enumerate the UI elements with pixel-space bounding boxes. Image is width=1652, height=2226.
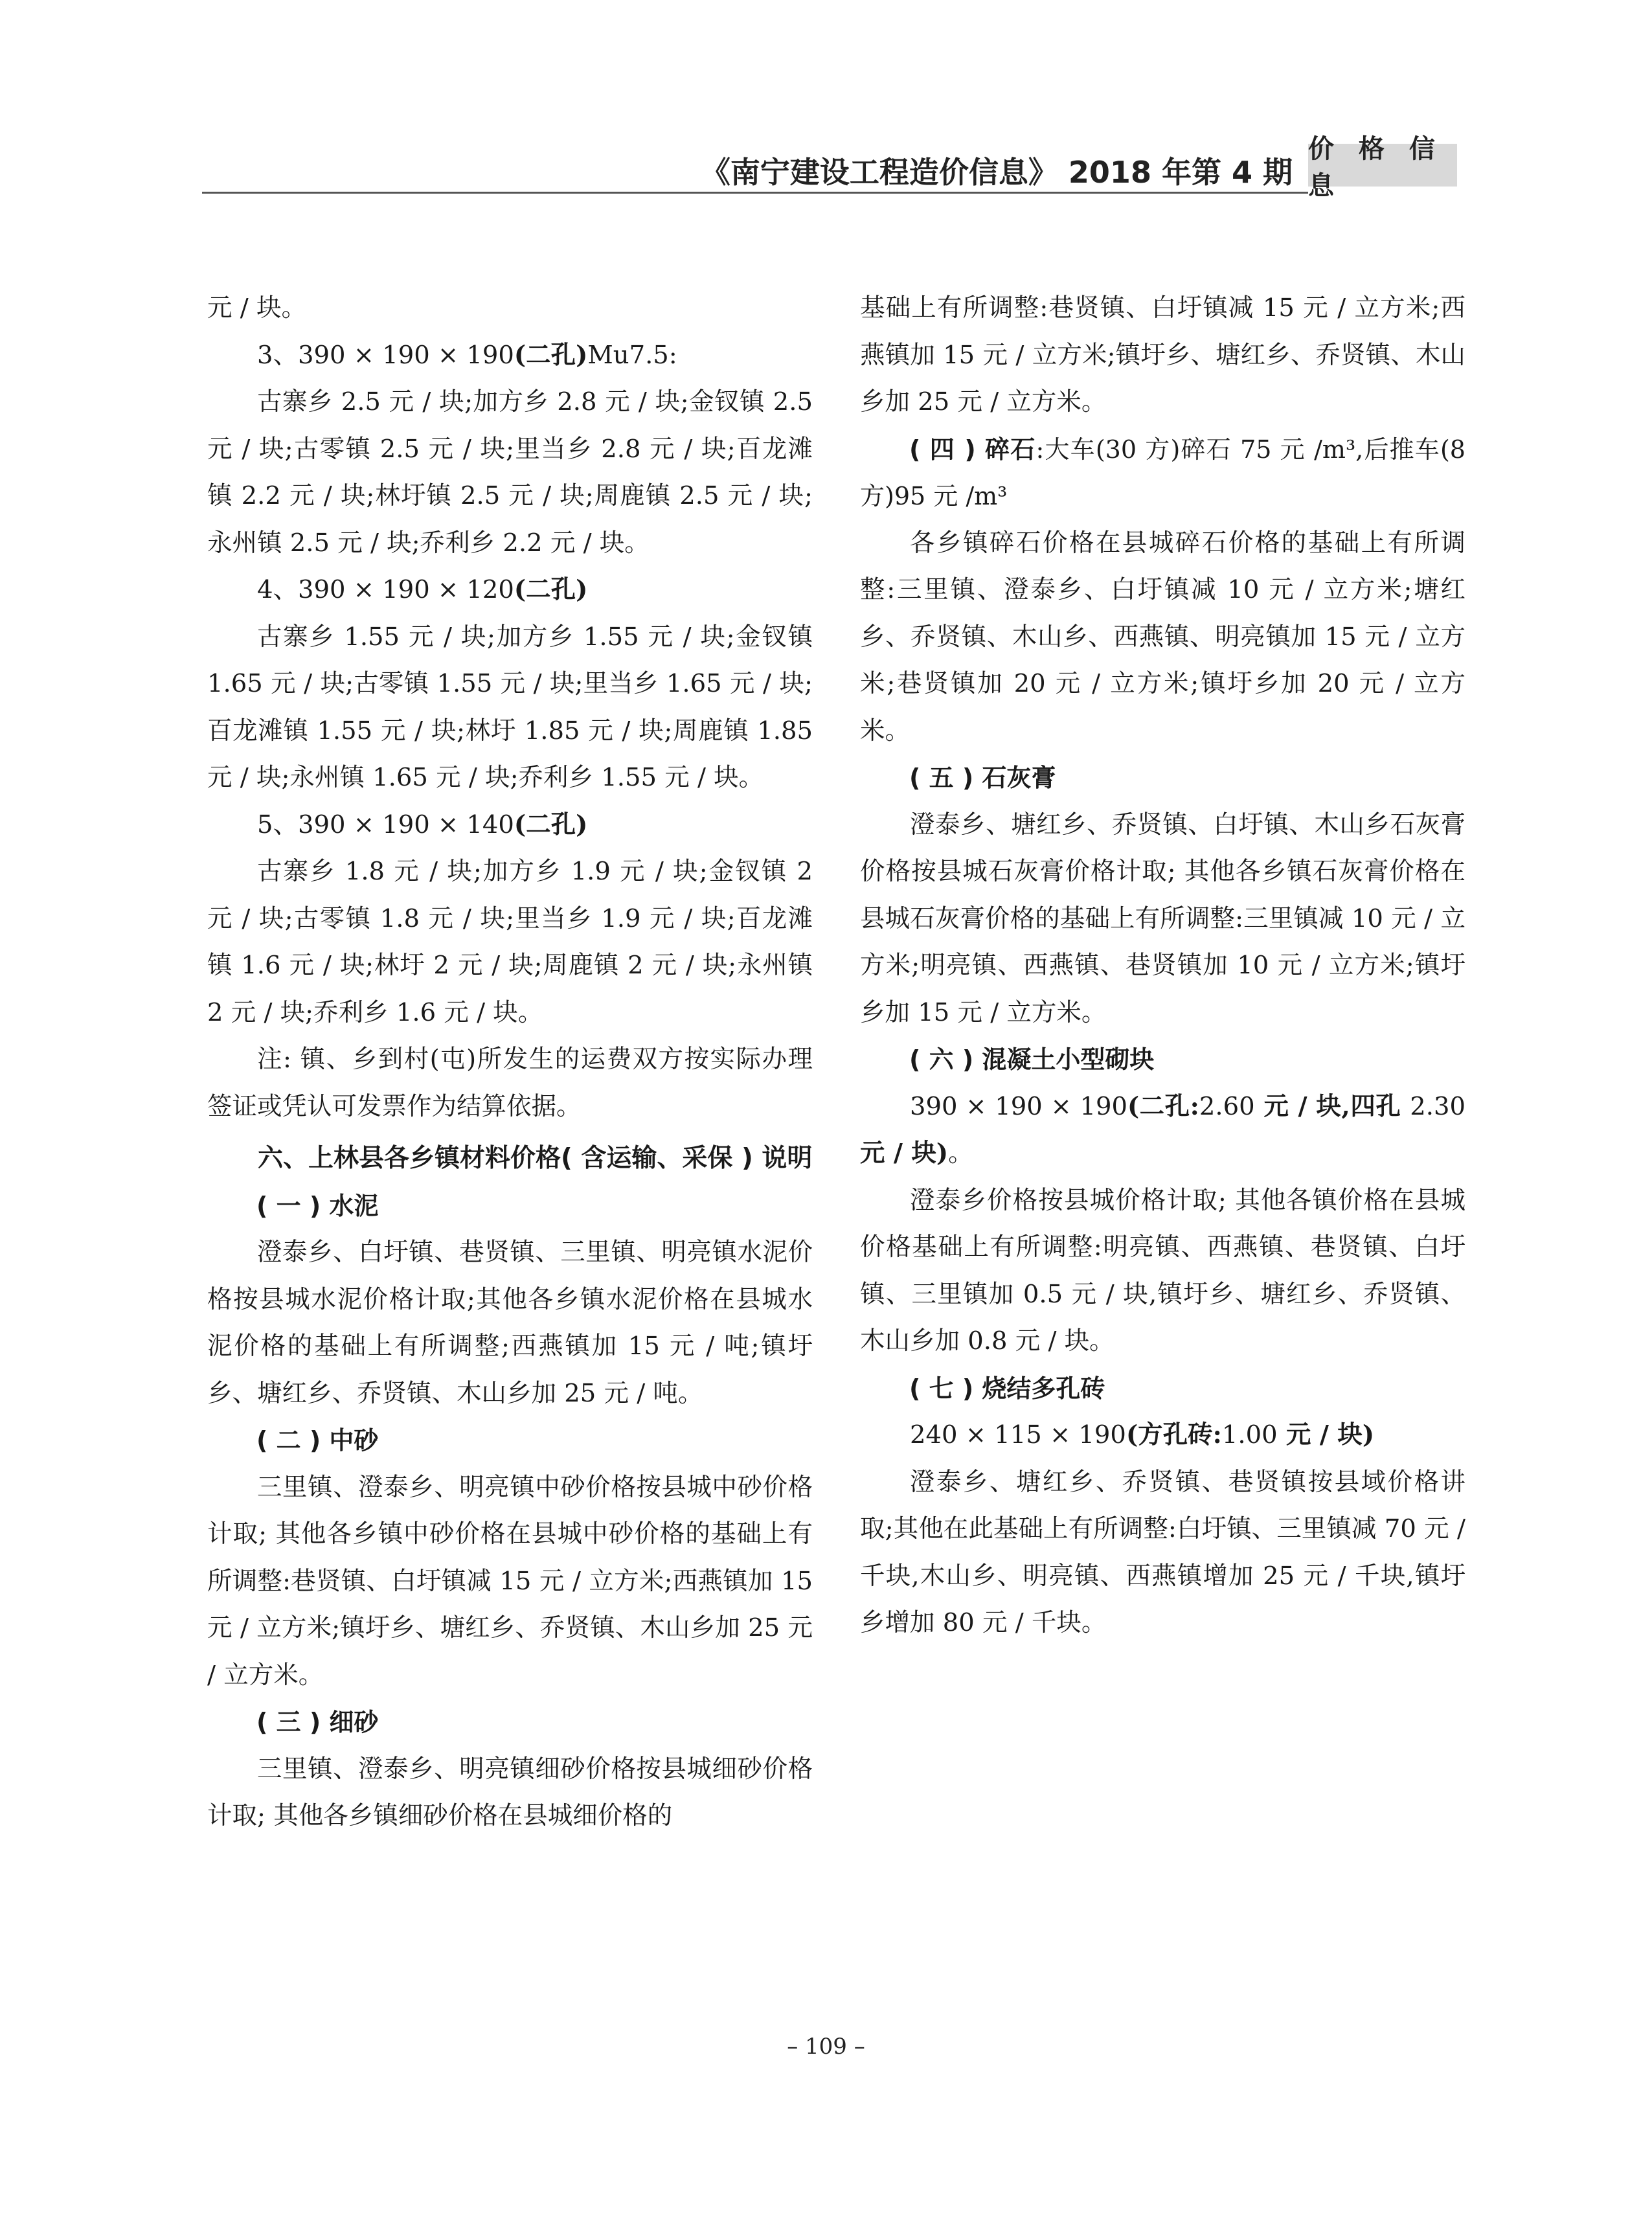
subheading-medium-sand: ( 二 ) 中砂 [256,1426,379,1455]
section-heading: 六、上林县各乡镇材料价格( 含运输、采保 ) 说明 [258,1144,813,1173]
subheading-fine-sand: ( 三 ) 细砂 [256,1708,379,1736]
running-header [202,134,1457,201]
paragraph: 三里镇、澄泰乡、明亮镇细砂价格按县城细砂价格计取; 其他各乡镇细砂价格在县城细价格的 [207,1754,813,1830]
paragraph: 元 / 块。 [207,293,306,323]
spec-line: 3、390 × 190 × 190(二孔)Mu7.5: [257,340,677,370]
spec-line: 390 × 190 × 190(二孔:2.60 元 / 块,四孔 2.30元 / 块)。 [860,1091,1465,1168]
paragraph: 澄泰乡价格按县城价格计取; 其他各镇价格在县城价格基础上有所调整:明亮镇、西燕镇、巷贤镇、白圩镇、三里镇加 0.5 元 / 块,镇圩乡、塘红乡、乔贤镇、木山乡加 0.8 元 / 块。 [860,1185,1465,1356]
paragraph: 古寨乡 2.5 元 / 块;加方乡 2.8 元 / 块;金钗镇 2.5 元 / 块;古零镇 2.5 元 / 块;里当乡 2.8 元 / 块;百龙滩镇 2.2 元 / 块;林圩镇 2.5 元 / 块;周鹿镇 2.5 元 / 块;永州镇 2.5 元 / 块;乔利乡 2.2 元 / 块。 [207,387,813,558]
paragraph: 三里镇、澄泰乡、明亮镇中砂价格按县城中砂价格计取; 其他各乡镇中砂价格在县城中砂价格的基础上有所调整:巷贤镇、白圩镇减 15 元 / 立方米;西燕镇加 15 元 / 立方米;镇圩乡、塘红乡、乔贤镇、木山乡加 25 元 / 立方米。 [207,1472,813,1690]
paragraph: 基础上有所调整:巷贤镇、白圩镇减 15 元 / 立方米;西燕镇加 15 元 / 立方米;镇圩乡、塘红乡、乔贤镇、木山乡加 25 元 / 立方米。 [860,293,1465,416]
spec-line: 240 × 115 × 190(方孔砖:1.00 元 / 块) [910,1420,1375,1449]
paragraph: 古寨乡 1.8 元 / 块;加方乡 1.9 元 / 块;金钗镇 2 元 / 块;古零镇 1.8 元 / 块;里当乡 1.9 元 / 块;百龙滩镇 1.6 元 / 块;林圩 2 元 / 块;周鹿镇 2 元 / 块;永州镇 2 元 / 块;乔利乡 1.6 元 / 块。 [207,857,813,1027]
left-column [207,285,813,1840]
note-paragraph: 注: 镇、乡到村(屯)所发生的运费双方按实际办理签证或凭认可发票作为结算依据。 [207,1045,813,1121]
right-column [860,285,1465,1647]
paragraph: 澄泰乡、塘红乡、乔贤镇、白圩镇、木山乡石灰膏价格按县城石灰膏价格计取; 其他各乡镇石灰膏价格在县城石灰膏价格的基础上有所调整:三里镇减 10 元 / 立方米;明亮镇、西燕镇、巷贤镇加 10 元 / 立方米;镇圩乡加 15 元 / 立方米。 [860,810,1465,1027]
spec-line: 4、390 × 190 × 120(二孔) [257,575,588,604]
subheading-cement: ( 一 ) 水泥 [256,1191,379,1220]
paragraph: 澄泰乡、塘红乡、乔贤镇、巷贤镇按县域价格讲取;其他在此基础上有所调整:白圩镇、三里镇减 70 元 / 千块,木山乡、明亮镇、西燕镇增加 25 元 / 千块,镇圩乡增加 80 元 / 千块。 [860,1467,1466,1637]
page-number: – 109 – [787,2034,865,2060]
paragraph: 各乡镇碎石价格在县城碎石价格的基础上有所调整:三里镇、澄泰乡、白圩镇减 10 元 / 立方米;塘红乡、乔贤镇、木山乡、西燕镇、明亮镇加 15 元 / 立方米;巷贤镇加 20 元 / 立方米;镇圩乡加 20 元 / 立方米。 [860,528,1465,745]
paragraph: 古寨乡 1.55 元 / 块;加方乡 1.55 元 / 块;金钗镇 1.65 元 / 块;古零镇 1.55 元 / 块;里当乡 1.65 元 / 块;百龙滩镇 1.55 元 / 块;林圩 1.85 元 / 块;周鹿镇 1.85 元 / 块;永州镇 1.65 元 / 块;乔利乡 1.55 元 / 块。 [207,622,813,792]
paragraph: 澄泰乡、白圩镇、巷贤镇、三里镇、明亮镇水泥价格按县城水泥价格计取;其他各乡镇水泥价格在县城水泥价格的基础上有所调整;西燕镇加 15 元 / 吨;镇圩乡、塘红乡、乔贤镇、木山乡加 25 元 / 吨。 [207,1238,813,1408]
subheading-lime: ( 五 ) 石灰膏 [909,764,1056,792]
subheading-brick: ( 七 ) 烧结多孔砖 [909,1374,1105,1403]
header-rule [202,192,1308,194]
spec-line: 5、390 × 190 × 140(二孔) [257,810,588,839]
journal-title: 《南宁建设工程造价信息》 2018 年第 4 期 [701,149,1302,192]
section-label: 价 格 信 息 [1308,144,1457,187]
subheading-gravel: ( 四 ) 碎石:大车(30 方)碎石 75 元 /m³,后推车(8 方)95 元 /m³ [860,435,1465,510]
subheading-concrete-block: ( 六 ) 混凝土小型砌块 [909,1045,1155,1074]
